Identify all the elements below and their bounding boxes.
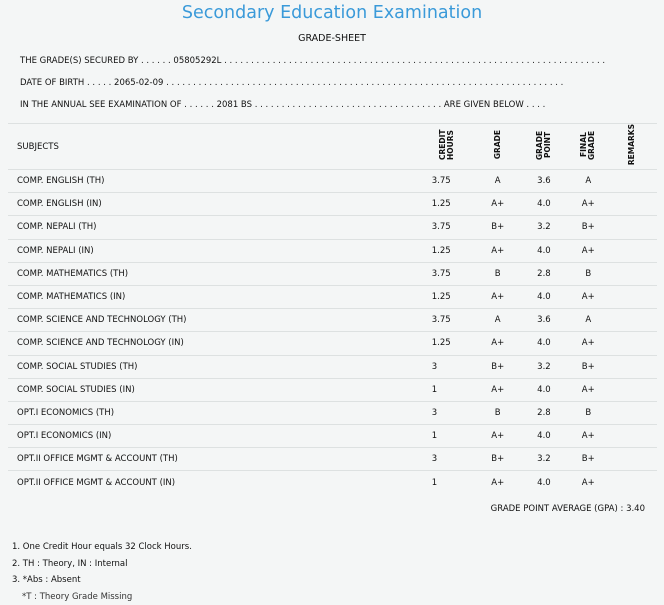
- header-remarks-cell: [608, 124, 657, 170]
- credit-hours-cell: 3: [419, 355, 476, 378]
- grade-cell: A+: [476, 239, 519, 262]
- header-credit-hours-cell: [419, 124, 476, 170]
- credit-hours-cell: 3.75: [419, 309, 476, 332]
- note-item: 1. One Credit Hour equals 32 Clock Hours.: [12, 542, 192, 552]
- note-item: 3. *Abs : Absent: [12, 575, 81, 586]
- final-grade-cell: A+: [569, 193, 608, 216]
- subject-cell: OPT.II OFFICE MGMT & ACCOUNT (TH): [8, 448, 419, 471]
- dob-line: DATE OF BIRTH . . . . . 2065-02-09 . . . . . . . . . . . . . . . . . . . . . . . . . . . . . . . . . . . . . . . . . . . . . . . . . . . . . . . . . . . . . . . . . . . . . . . . . .: [20, 78, 564, 88]
- grade-cell: B+: [476, 355, 519, 378]
- gpa-label: GRADE POINT AVERAGE (GPA) :: [490, 504, 624, 514]
- final-grade-cell: A+: [569, 471, 608, 494]
- remarks-cell: [608, 448, 657, 471]
- credit-hours-cell: 3.75: [419, 170, 476, 193]
- remarks-cell: [608, 425, 657, 448]
- table-row: [8, 332, 657, 355]
- grade-point-cell: 3.2: [519, 448, 568, 471]
- credit-hours-cell: 1.25: [419, 239, 476, 262]
- credit-hours-cell: 3: [419, 401, 476, 424]
- final-grade-cell: A+: [569, 239, 608, 262]
- grade-point-cell: 3.6: [519, 170, 568, 193]
- secured-by-line: THE GRADE(S) SECURED BY . . . . . . 05805292L . . . . . . . . . . . . . . . . . . . . . . . . . . . . . . . . . . . . . . . . . . . . . . . . . . . . . . . . . . . . . . . . . . . . . . .: [20, 56, 606, 66]
- gpa-line: [491, 504, 645, 514]
- table-row: [8, 378, 657, 401]
- remarks-cell: [608, 355, 657, 378]
- header-grade-cell: [476, 124, 519, 170]
- subject-cell: COMP. NEPALI (IN): [8, 239, 419, 262]
- gpa-value: 3.40: [626, 504, 645, 514]
- exam-label: IN THE ANNUAL SEE EXAMINATION OF: [20, 100, 182, 110]
- subject-cell: COMP. NEPALI (TH): [8, 216, 419, 239]
- subject-cell: COMP. MATHEMATICS (TH): [8, 262, 419, 285]
- subject-cell: COMP. MATHEMATICS (IN): [8, 285, 419, 308]
- grade-sheet-heading: GRADE-SHEET: [298, 33, 366, 44]
- subject-cell: COMP. SCIENCE AND TECHNOLOGY (IN): [8, 332, 419, 355]
- subject-cell: COMP. ENGLISH (IN): [8, 193, 419, 216]
- table-row: [8, 170, 657, 193]
- table-row: [8, 216, 657, 239]
- grade-point-cell: 3.2: [519, 355, 568, 378]
- grade-point-cell: 4.0: [519, 239, 568, 262]
- remarks-cell: [608, 262, 657, 285]
- credit-hours-cell: 3.75: [419, 216, 476, 239]
- header-subjects: SUBJECTS: [8, 124, 419, 170]
- table-row: [8, 425, 657, 448]
- dob-label: DATE OF BIRTH: [20, 78, 85, 88]
- table-row: [8, 193, 657, 216]
- grade-cell: A+: [476, 378, 519, 401]
- subject-cell: OPT.I ECONOMICS (IN): [8, 425, 419, 448]
- grade-point-cell: 3.6: [519, 309, 568, 332]
- note-item: 2. TH : Theory, IN : Internal: [12, 558, 128, 569]
- header-final-grade-cell: [569, 124, 608, 170]
- subject-cell: OPT.I ECONOMICS (TH): [8, 401, 419, 424]
- final-grade-cell: B: [569, 401, 608, 424]
- grade-cell: A+: [476, 425, 519, 448]
- grade-cell: A+: [476, 193, 519, 216]
- grade-point-cell: 2.8: [519, 401, 568, 424]
- final-grade-cell: B+: [569, 448, 608, 471]
- dob-value: 2065-02-09: [114, 78, 164, 88]
- remarks-cell: [608, 378, 657, 401]
- credit-hours-cell: 1.25: [419, 285, 476, 308]
- header-grade-point: GRADE POINT: [534, 130, 552, 160]
- table-row: [8, 239, 657, 262]
- remarks-cell: [608, 239, 657, 262]
- grade-point-cell: 4.0: [519, 425, 568, 448]
- subject-cell: COMP. SCIENCE AND TECHNOLOGY (TH): [8, 309, 419, 332]
- exam-year: 2081 BS: [216, 100, 253, 110]
- final-grade-cell: B+: [569, 355, 608, 378]
- secured-by-label: THE GRADE(S) SECURED BY: [20, 56, 139, 66]
- grade-cell: A: [476, 309, 519, 332]
- header-grade-point-cell: [519, 124, 568, 170]
- remarks-cell: [608, 309, 657, 332]
- grade-cell: A+: [476, 285, 519, 308]
- credit-hours-cell: 3.75: [419, 262, 476, 285]
- symbol-number: 05805292L: [173, 56, 222, 66]
- grade-cell: B: [476, 262, 519, 285]
- table-row: [8, 401, 657, 424]
- grade-point-cell: 4.0: [519, 193, 568, 216]
- remarks-cell: [608, 193, 657, 216]
- note-item: *T : Theory Grade Missing: [22, 591, 133, 602]
- final-grade-cell: A: [569, 170, 608, 193]
- grade-point-cell: 3.2: [519, 216, 568, 239]
- table-row: [8, 448, 657, 471]
- final-grade-cell: A+: [569, 425, 608, 448]
- final-grade-cell: A: [569, 309, 608, 332]
- credit-hours-cell: 1.25: [419, 193, 476, 216]
- table-row: [8, 262, 657, 285]
- final-grade-cell: A+: [569, 285, 608, 308]
- credit-hours-cell: 1: [419, 471, 476, 494]
- remarks-cell: [608, 332, 657, 355]
- credit-hours-cell: 1.25: [419, 332, 476, 355]
- final-grade-cell: A+: [569, 378, 608, 401]
- notes: [12, 539, 192, 605]
- grade-point-cell: 2.8: [519, 262, 568, 285]
- credit-hours-cell: 3: [419, 448, 476, 471]
- grade-point-cell: 4.0: [519, 378, 568, 401]
- remarks-cell: [608, 216, 657, 239]
- subject-cell: COMP. ENGLISH (TH): [8, 170, 419, 193]
- grade-cell: A: [476, 170, 519, 193]
- grade-cell: B: [476, 401, 519, 424]
- grade-cell: A+: [476, 332, 519, 355]
- header-final-grade: FINAL GRADE: [579, 130, 597, 160]
- remarks-cell: [608, 471, 657, 494]
- exam-line: IN THE ANNUAL SEE EXAMINATION OF . . . . . . 2081 BS . . . . . . . . . . . . . . . . . . . . . . . . . . . . . . . . . . . ARE GIVEN BELOW . . . .: [20, 100, 546, 110]
- grade-point-cell: 4.0: [519, 471, 568, 494]
- grade-table-header: [8, 124, 657, 170]
- grade-cell: B+: [476, 448, 519, 471]
- header-remarks: REMARKS: [627, 124, 637, 166]
- final-grade-cell: B: [569, 262, 608, 285]
- table-row: [8, 285, 657, 308]
- credit-hours-cell: 1: [419, 378, 476, 401]
- grade-table: [8, 123, 657, 494]
- remarks-cell: [608, 285, 657, 308]
- grade-point-cell: 4.0: [519, 285, 568, 308]
- table-row: [8, 355, 657, 378]
- final-grade-cell: B+: [569, 216, 608, 239]
- subject-cell: COMP. SOCIAL STUDIES (IN): [8, 378, 419, 401]
- credit-hours-cell: 1: [419, 425, 476, 448]
- subject-cell: OPT.II OFFICE MGMT & ACCOUNT (IN): [8, 471, 419, 494]
- table-row: [8, 309, 657, 332]
- header-grade: GRADE: [492, 130, 502, 160]
- final-grade-cell: A+: [569, 332, 608, 355]
- grade-point-cell: 4.0: [519, 332, 568, 355]
- grade-cell: B+: [476, 216, 519, 239]
- header-credit-hours: CREDIT HOURS: [438, 129, 456, 161]
- exam-title: Secondary Education Examination: [181, 3, 483, 23]
- grade-cell: A+: [476, 471, 519, 494]
- exam-suffix: ARE GIVEN BELOW: [443, 100, 524, 110]
- remarks-cell: [608, 401, 657, 424]
- remarks-cell: [608, 170, 657, 193]
- subject-cell: COMP. SOCIAL STUDIES (TH): [8, 355, 419, 378]
- table-row: [8, 471, 657, 494]
